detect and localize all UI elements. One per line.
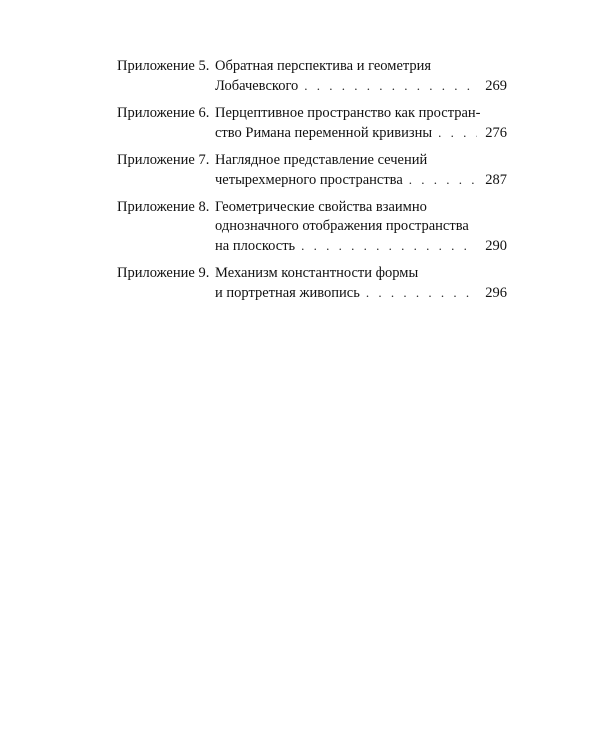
toc-entry-title-line: ство Римана переменной кривизны (215, 125, 433, 141)
toc-entry-last-line (215, 170, 507, 190)
toc-entry-last-line (215, 283, 507, 303)
toc-entry-title-line: Механизм константности формы (215, 265, 419, 281)
toc-entry-last-line (215, 236, 507, 256)
toc-entry-appendix-5 (117, 57, 507, 96)
toc-entry-page-number: 290 (485, 238, 507, 254)
toc-entry-title-line: четырехмерного пространства (215, 172, 403, 188)
toc-entry-page-number: 269 (485, 78, 507, 94)
table-of-contents (117, 57, 507, 311)
toc-entry-title-line: Геометрические свойства взаимно (215, 199, 427, 215)
toc-entry-appendix-9 (117, 264, 507, 303)
dot-leader (366, 283, 477, 302)
toc-entry-label: Приложение 8. (117, 199, 210, 215)
toc-entry-title-line: Обратная перспектива и геометрия (215, 58, 432, 74)
dot-leader (304, 76, 477, 95)
toc-entry-label: Приложение 6. (117, 105, 210, 121)
toc-entry-page-number: 287 (485, 172, 507, 188)
dot-leader (409, 170, 477, 189)
toc-entry-title-line: на плоскость (215, 238, 296, 254)
toc-entry-label: Приложение 7. (117, 152, 210, 168)
toc-entry-label: Приложение 9. (117, 265, 210, 281)
toc-entry-appendix-6 (117, 104, 507, 143)
toc-entry-title-line: Лобачевского (215, 78, 299, 94)
toc-entry-last-line (215, 123, 507, 143)
toc-entry-appendix-8 (117, 198, 507, 256)
toc-entry-page-number: 276 (485, 125, 507, 141)
dot-leader (301, 236, 477, 255)
dot-leader (438, 123, 477, 142)
toc-entry-title-line: Перцептивное пространство как простран- (215, 105, 481, 121)
toc-entry-page-number: 296 (485, 285, 507, 301)
toc-entry-title-line: однозначного отображения пространства (215, 218, 469, 234)
toc-entry-title-line: и портретная живопись (215, 285, 360, 301)
toc-entry-appendix-7 (117, 151, 507, 190)
toc-entry-title-line: Наглядное представление сечений (215, 152, 428, 168)
toc-entry-label: Приложение 5. (117, 58, 210, 74)
toc-entry-last-line (215, 76, 507, 96)
